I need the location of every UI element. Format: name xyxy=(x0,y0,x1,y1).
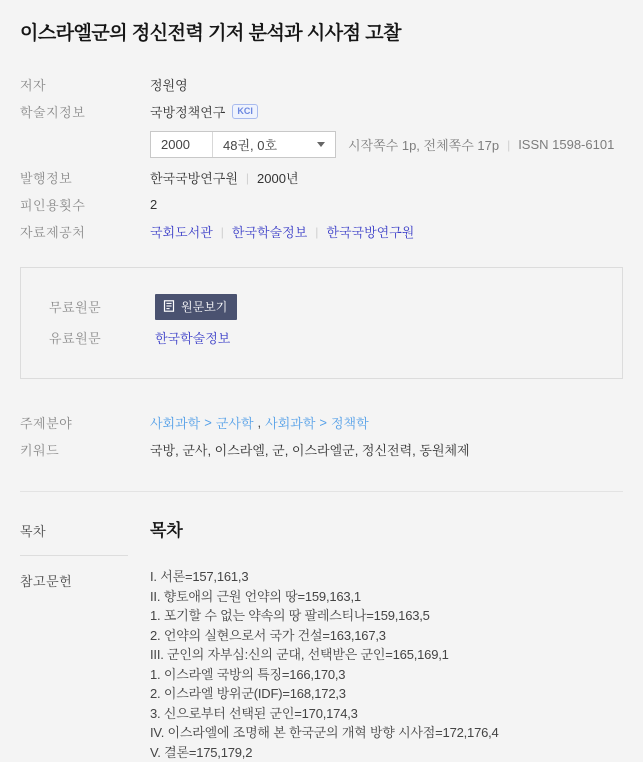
volume-issue-select[interactable] xyxy=(150,131,336,158)
publication-year: 2000년 xyxy=(257,168,298,187)
toc-list xyxy=(150,567,623,762)
keywords-label: 키워드 xyxy=(20,440,150,459)
toc-item: 1. 포기할 수 없는 약속의 땅 팔레스티나=159,163,5 xyxy=(150,606,623,626)
year-select-value[interactable]: 2000 xyxy=(151,132,213,157)
toc-item: 1. 이스라엘 국방의 특징=166,170,3 xyxy=(150,665,623,685)
toc-item: V. 결론=175,179,2 xyxy=(150,743,623,762)
provider-link[interactable]: 한국학술정보 xyxy=(232,222,307,241)
breadcrumb-separator: > xyxy=(319,415,327,430)
journal-link[interactable]: 국방정책연구 xyxy=(150,102,225,121)
pipe-separator: | xyxy=(507,138,510,152)
subject-link[interactable]: 사회과학 xyxy=(150,413,200,432)
kci-badge: KCI xyxy=(232,104,258,119)
chevron-down-icon xyxy=(317,142,325,147)
free-fulltext-row xyxy=(49,291,622,322)
author-value: 정원영 xyxy=(150,75,188,94)
pipe-separator: | xyxy=(246,171,249,185)
subject-link[interactable]: 정책학 xyxy=(331,413,369,432)
toc-section xyxy=(20,516,623,762)
subject-link[interactable]: 사회과학 xyxy=(265,413,315,432)
toc-sidebar xyxy=(20,516,150,762)
providers-label: 자료제공처 xyxy=(20,222,150,241)
pages-info: 시작쪽수 1p, 전체쪽수 17p xyxy=(348,135,499,154)
breadcrumb-separator: > xyxy=(204,415,212,430)
free-fulltext-label: 무료원문 xyxy=(49,297,155,316)
page-title: 이스라엘군의 정신전력 기저 분석과 시사점 고찰 xyxy=(20,18,623,45)
publisher-name: 한국국방연구원 xyxy=(150,168,238,187)
citation-count-row xyxy=(20,191,623,218)
subject-label: 주제분야 xyxy=(20,413,150,432)
meta-section xyxy=(20,71,623,245)
volume-issue-row xyxy=(20,131,623,158)
subject-link[interactable]: 군사학 xyxy=(216,413,254,432)
document-icon xyxy=(163,300,175,312)
citation-count-value: 2 xyxy=(150,197,157,212)
toc-item: II. 향토애의 근원 언약의 땅=159,163,1 xyxy=(150,587,623,607)
publication-row xyxy=(20,164,623,191)
paid-provider-link[interactable]: 한국학술정보 xyxy=(155,328,230,347)
journal-label: 학술지정보 xyxy=(20,102,150,121)
provider-link[interactable]: 한국국방연구원 xyxy=(326,222,414,241)
keywords-row xyxy=(20,436,623,463)
toc-item: 2. 이스라엘 방위군(IDF)=168,172,3 xyxy=(150,684,623,704)
issue-select-value[interactable] xyxy=(213,132,335,157)
keywords-value: 국방, 군사, 이스라엘, 군, 이스라엘군, 정신전력, 동원체제 xyxy=(150,440,470,459)
pipe-separator: | xyxy=(315,225,318,239)
provider-link[interactable]: 국회도서관 xyxy=(150,222,213,241)
sidebar-divider xyxy=(20,555,128,556)
author-label: 저자 xyxy=(20,75,150,94)
issue-select-label: 48권, 0호 xyxy=(223,135,277,154)
toc-item: IV. 이스라엘에 조명해 본 한국군의 개혁 방향 시사점=172,176,4 xyxy=(150,723,623,743)
toc-heading: 목차 xyxy=(150,516,623,541)
provider-links xyxy=(150,222,414,241)
fulltext-box xyxy=(20,267,623,379)
paid-fulltext-row xyxy=(49,322,622,353)
comma-separator: , xyxy=(258,415,262,430)
subject-section xyxy=(20,409,623,463)
subject-paths xyxy=(150,413,369,432)
sidebar-item-toc[interactable]: 목차 xyxy=(20,521,150,540)
pipe-separator: | xyxy=(221,225,224,239)
section-divider xyxy=(20,491,623,492)
sidebar-item-references[interactable]: 참고문헌 xyxy=(20,571,150,590)
citation-count-label: 피인용횟수 xyxy=(20,195,150,214)
view-fulltext-button[interactable] xyxy=(155,294,237,320)
toc-content xyxy=(150,516,623,762)
toc-item: 3. 신으로부터 선택된 군인=170,174,3 xyxy=(150,704,623,724)
issn-text: ISSN 1598-6101 xyxy=(518,137,614,152)
paid-fulltext-label: 유료원문 xyxy=(49,328,155,347)
subject-row xyxy=(20,409,623,436)
journal-row xyxy=(20,98,623,125)
publication-label: 발행정보 xyxy=(20,168,150,187)
toc-item: III. 군인의 자부심:신의 군대, 선택받은 군인=165,169,1 xyxy=(150,645,623,665)
toc-item: I. 서론=157,161,3 xyxy=(150,567,623,587)
author-row xyxy=(20,71,623,98)
toc-item: 2. 언약의 실현으로서 국가 건설=163,167,3 xyxy=(150,626,623,646)
providers-row xyxy=(20,218,623,245)
view-fulltext-label: 원문보기 xyxy=(181,298,227,315)
